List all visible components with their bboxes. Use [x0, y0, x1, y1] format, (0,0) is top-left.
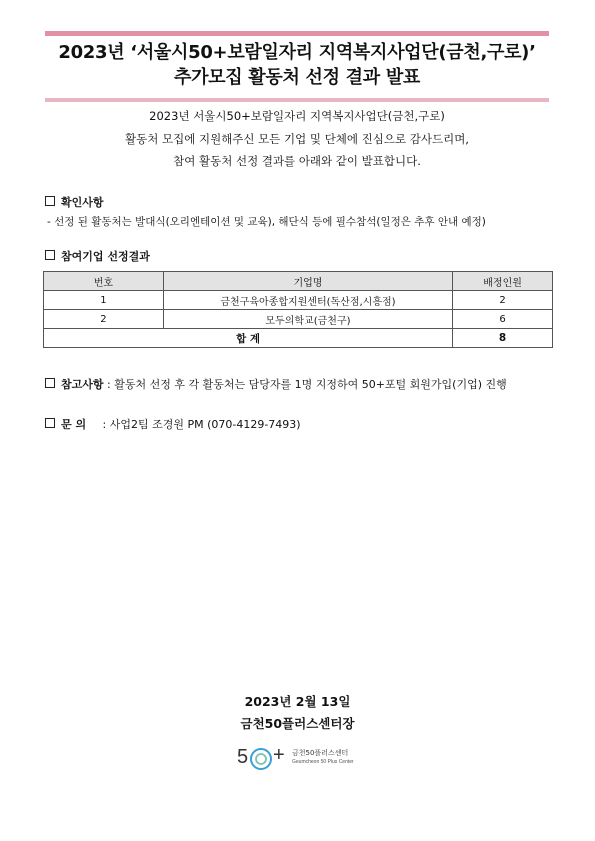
- page-title-line1: 2023년 ‘서울시50+보람일자리 지역복지사업단(금천,구로)’: [58, 42, 536, 63]
- page-title-line2: 추가모집 활동처 선정 결과 발표: [173, 67, 420, 88]
- issue-date: 2023년 2월 13일: [244, 694, 351, 709]
- logo-korean-name: 금천50플러스센터: [292, 749, 349, 757]
- column-header: 배정인원: [453, 272, 553, 291]
- issuer-name: 금천50플러스센터장: [240, 716, 355, 731]
- column-header: 기업명: [163, 272, 452, 291]
- intro-line2: 활동처 모집에 지원해주신 모든 기업 및 단체에 진심으로 감사드리며,: [125, 132, 469, 146]
- total-row: [44, 329, 553, 348]
- total-label: 합 계: [44, 329, 453, 348]
- column-header: 번호: [44, 272, 164, 291]
- row-number: 2: [44, 310, 164, 329]
- inquiry-text: : 사업2팀 조경원 PM (070-4129-7493): [102, 418, 301, 431]
- logo-english-name: Geumcheon 50 Plus Center: [292, 759, 354, 765]
- checkbox-square-icon: [45, 196, 55, 206]
- row-number: 1: [44, 291, 164, 310]
- assigned-count: 6: [453, 310, 553, 329]
- company-name: 금천구육아종합지원센터(독산점,시흥점): [163, 291, 452, 310]
- inquiry-label: 문 의: [61, 418, 87, 431]
- participants-heading-text: 참여기업 선정결과: [61, 250, 150, 263]
- checkbox-square-icon: [45, 250, 55, 260]
- total-value: 8: [453, 329, 553, 348]
- reference-line: [45, 376, 507, 392]
- confirm-note: - 선정 된 활동처는 발대식(오리엔테이션 및 교육), 해단식 등에 필수참석(일정은 추후 안내 예정): [47, 216, 486, 228]
- logo-ring-icon: [249, 747, 273, 771]
- reference-text: : 활동처 선정 후 각 활동처는 담당자를 1명 지정하여 50+포털 회원가입(기업) 진행: [107, 378, 507, 391]
- logo-number: 5: [237, 746, 249, 768]
- intro-line1: 2023년 서울시50+보람일자리 지역복지사업단(금천,구로): [149, 109, 445, 123]
- results-table: [43, 271, 553, 348]
- table-row: [44, 291, 553, 310]
- company-name: 모두의학교(금천구): [163, 310, 452, 329]
- checkbox-square-icon: [45, 418, 55, 428]
- inquiry-line: [45, 416, 301, 432]
- participants-heading: [45, 248, 150, 264]
- reference-label: 참고사항: [61, 378, 104, 391]
- table-row: [44, 310, 553, 329]
- intro-line3: 참여 활동처 선정 결과를 아래와 같이 발표합니다.: [173, 154, 421, 168]
- checkbox-square-icon: [45, 378, 55, 388]
- center-logo: [237, 744, 367, 774]
- bottom-accent-bar: [45, 98, 549, 102]
- assigned-count: 2: [453, 291, 553, 310]
- table-header-row: [44, 272, 553, 291]
- logo-plus: +: [273, 744, 285, 766]
- confirm-heading: [45, 194, 104, 210]
- top-accent-bar: [45, 31, 549, 36]
- confirm-heading-text: 확인사항: [61, 196, 104, 209]
